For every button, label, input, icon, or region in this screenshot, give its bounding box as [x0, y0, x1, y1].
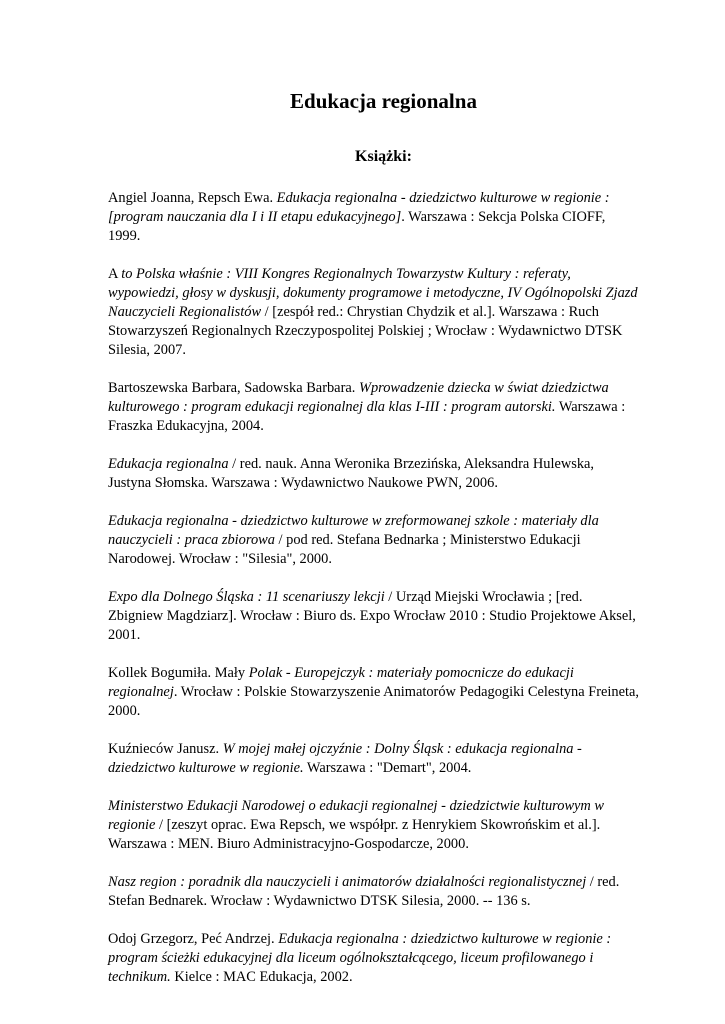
bibliography-list: [108, 189, 639, 987]
entry-title: Polak - Europejczyk : materiały pomocnicze do edukacji regionalnej: [108, 665, 574, 700]
bibliography-entry: [108, 379, 639, 436]
entry-title: Expo dla Dolnego Śląska : 11 scenariuszy lekcji: [108, 589, 385, 605]
entry-title: Nasz region : poradnik dla nauczycieli i animatorów działalności regionalistycznej: [108, 874, 587, 890]
entry-text: Kielce : MAC Edukacja, 2002.: [170, 969, 353, 985]
entry-text: . Wrocław : Polskie Stowarzyszenie Animatorów Pedagogiki Celestyna Freineta, 2000.: [108, 684, 639, 719]
entry-title: W mojej małej ojczyźnie : Dolny Śląsk : edukacja regionalna - dziedzictwo kulturowe w regionie.: [108, 741, 582, 776]
entry-text: / [zespół red.: Chrystian Chydzik et al.]. Warszawa : Ruch Stowarzyszeń Regionalnych Rzeczypospolitej Polskiej ; Wrocław : Wydawnictwo DTSK Silesia, 2007.: [108, 304, 623, 358]
bibliography-entry: [108, 664, 639, 721]
entry-text: . Warszawa : Sekcja Polska CIOFF, 1999.: [108, 209, 606, 244]
bibliography-entry: [108, 512, 639, 569]
entry-title: Wprowadzenie dziecka w świat dziedzictwa kulturowego : program edukacji regionalnej dla klas I-III : program autorski.: [108, 380, 609, 415]
entry-text: Kuźnieców Janusz.: [108, 741, 223, 757]
entry-text: Kollek Bogumiła. Mały: [108, 665, 249, 681]
entry-text: / red. nauk. Anna Weronika Brzezińska, Aleksandra Hulewska, Justyna Słomska. Warszawa : Wydawnictwo Naukowe PWN, 2006.: [108, 456, 595, 491]
bibliography-entry: [108, 797, 639, 854]
entry-text: Odoj Grzegorz, Peć Andrzej.: [108, 931, 279, 947]
entry-title: Ministerstwo Edukacji Narodowej o edukacji regionalnej - dziedzictwie kulturowym w regionie: [108, 798, 605, 833]
entry-title: Edukacja regionalna: [108, 456, 229, 472]
entry-text: / pod red. Stefana Bednarka ; Ministerstwo Edukacji Narodowej. Wrocław : "Silesia", 2000.: [108, 532, 581, 567]
page-title: Edukacja regionalna: [290, 89, 477, 113]
bibliography-entry: [108, 265, 639, 360]
bibliography-entry: [108, 455, 639, 493]
entry-title: to Polska właśnie : VIII Kongres Regionalnych Towarzystw Kultury : referaty, wypowiedzi, głosy w dyskusji, dokumenty programowe i metodyczne, IV Ogólnopolski Zjazd Nauczycieli Regionalistów: [108, 266, 638, 320]
entry-text: A: [108, 266, 122, 282]
entry-text: Warszawa : "Demart", 2004.: [303, 760, 472, 776]
bibliography-entry: [108, 588, 639, 645]
entry-text: Warszawa : Fraszka Edukacyjna, 2004.: [108, 399, 626, 434]
entry-text: Angiel Joanna, Repsch Ewa.: [108, 190, 277, 206]
entry-text: / [zeszyt oprac. Ewa Repsch, we współpr. z Henrykiem Skowrońskim et al.]. Warszawa : MEN. Biuro Administracyjno-Gospodarcze, 2000.: [108, 817, 601, 852]
bibliography-entry: [108, 740, 639, 778]
bibliography-entry: [108, 873, 639, 911]
bibliography-entry: [108, 930, 639, 987]
entry-text: Bartoszewska Barbara, Sadowska Barbara.: [108, 380, 359, 396]
entry-text: / Urząd Miejski Wrocławia ; [red. Zbigniew Magdziarz]. Wrocław : Biuro ds. Expo Wrocław 2010 : Studio Projektowe Aksel, 2001.: [108, 589, 636, 643]
section-heading: Książki:: [355, 148, 412, 165]
entry-text: / red. Stefan Bednarek. Wrocław : Wydawnictwo DTSK Silesia, 2000. -- 136 s.: [108, 874, 620, 909]
bibliography-entry: [108, 189, 639, 246]
entry-title: Edukacja regionalna - dziedzictwo kulturowe w zreformowanej szkole : materiały dla nauczycieli : praca zbiorowa: [108, 513, 599, 548]
entry-title: Edukacja regionalna - dziedzictwo kulturowe w regionie : [program nauczania dla I i II etapu edukacyjnego]: [108, 190, 610, 225]
entry-title: Edukacja regionalna : dziedzictwo kulturowe w regionie : program ścieżki edukacyjnej dla liceum ogólnokształcącego, liceum profilowanego i technikum.: [108, 931, 612, 985]
